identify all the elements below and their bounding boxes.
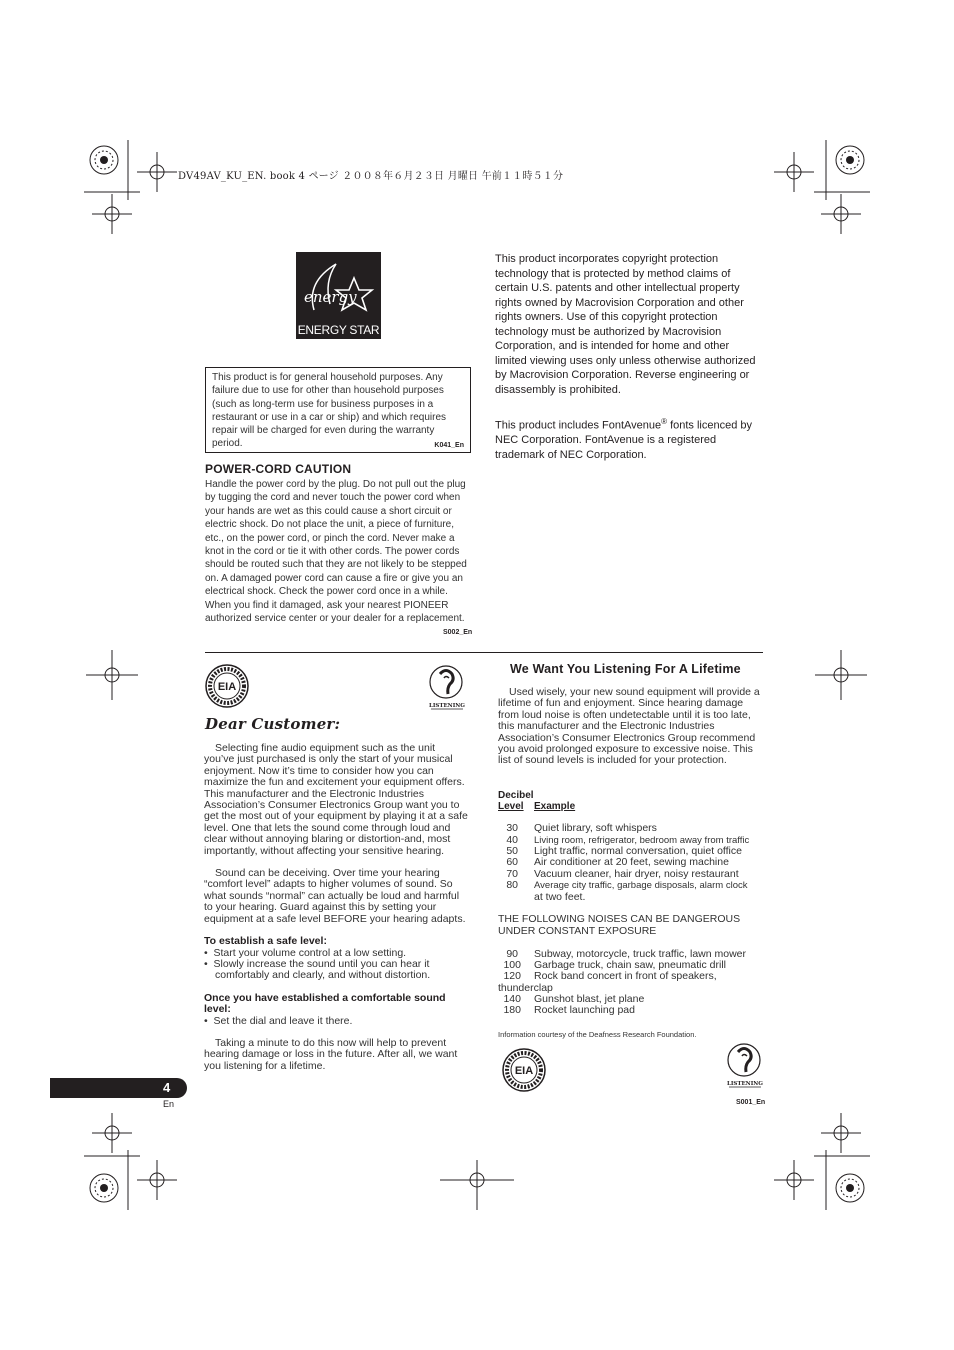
eia-seal-icon [205,664,249,708]
danger-row: 140 Gunshot blast, jet plane [503,993,645,1005]
power-cord-text: Handle the power cord by the plug. Do not pull out the plug by tugging the cord and never touch the power cord when your hands are wet as this could cause a short circuit or electric shock. Do not place the unit, a piece of furniture, etc., on the power cord, or pinch the cord. Never make a knot in the cord or tie it with other cords. The power cords should be routed such that they are not likely to be stepped on. A damaged power cord can cause a fire or give you an electrical shock. Check the power cord once in a while. When you find it damaged, ask your nearest PIONEER authorized service center or your dealer for a replacement. [205,479,467,625]
power-cord-title: POWER-CORD CAUTION [205,462,352,476]
svg-text:EIA: EIA [514,1065,534,1077]
danger-row: 180 Rocket launching pad [503,1004,635,1016]
fontavenue-notice [495,415,763,462]
notice-text: This product is for general household purposes. Any failure due to use for other than household purposes (such as long-term use for business purposes in a restaurant or use in a car or ship) and which requires repair will be charged for even during the warranty period. [212,372,447,450]
danger-heading-line1: THE FOLLOWING NOISES CAN BE DANGEROUS [498,913,741,925]
safe-level-item: • Start your volume control at a low setting. [204,946,407,959]
ear-icon [726,1042,764,1092]
decibel-row: 40 Living room, refrigerator, bedroom away from traffic [506,834,750,846]
dear-customer-p2: Sound can be deceiving. Over time your hearing “comfort level” adapts to higher volumes of sound. So what sounds “normal” can actually be loud and harmful to your hearing. Guard against this by setting your equipment at a safe level BEFORE your hearing adapts. [204,867,466,925]
dear-customer-p3: Taking a minute to do this now will help to prevent hearing damage or loss in the future. After all, we want you listening for a lifetime. [204,1036,458,1072]
safe-level-item: • Slowly increase the sound until you can hear it comfortably and clearly, and without distortion. [204,957,431,982]
decibel-row: 60 Air conditioner at 20 feet, sewing machine [506,856,729,868]
listening-lifetime-logo [428,664,466,714]
notice-code: K041_En [434,442,464,449]
decibel-column-header: Decibel [498,790,534,801]
listening-code: S001_En [736,1099,766,1106]
danger-row: 90 Subway, motorcycle, truck traffic, lawn mower [506,948,747,960]
page-number: 4 [163,1080,171,1095]
decibel-row: 70 Vacuum cleaner, hair dryer, noisy restaurant [506,868,739,880]
energy-star-logo [296,252,381,339]
listening-lifetime-logo-bottom [726,1042,764,1092]
svg-text:LISTENING: LISTENING [428,703,466,709]
decibel-row: at two feet. [534,891,586,903]
courtesy-note: Information courtesy of the Deafness Research Foundation. [498,1030,697,1039]
power-cord-code: S002_En [443,629,473,636]
dear-customer-salutation: Dear Customer: [205,715,341,733]
listening-intro: Used wisely, your new sound equipment will provide a lifetime of fun and enjoyment. Since hearing damage from loud noise is often undetectable until it is too late, this manufacturer and the Electronic Industries Association’s Consumer Electronics Group recommend you avoid prolonged exposure to excessive noise. This list of sound levels is included for your protection. [498,686,760,767]
eia-seal-logo-bottom [502,1048,546,1092]
level-column-header: Level [498,801,524,812]
household-use-notice [205,367,471,453]
decibel-row: 50 Light traffic, normal conversation, quiet office [506,845,742,857]
fontavenue-post: fonts licenced by NEC Corporation. FontAvenue is a registered trademark of NEC Corporation. [495,419,753,461]
section-divider [205,652,763,653]
energy-star-label: ENERGY STAR [297,323,380,337]
page-language: En [163,1099,175,1109]
danger-row: 120 Rock band concert in front of speakers, [503,970,717,982]
example-column-header: Example [534,801,576,812]
svg-text:EIA: EIA [217,681,237,693]
listening-title: We Want You Listening For A Lifetime [510,662,741,676]
danger-row: 100 Garbage truck, chain saw, pneumatic drill [503,959,727,971]
svg-text:energy: energy [304,288,357,306]
energy-star-icon [296,252,381,322]
macrovision-text: This product incorporates copyright protection technology that is protected by method claims of certain U.S. patents and other intellectual property rights owned by Macrovision Corporation and other rights owners. Use of this copyright protection technology must be authorized by Macrovision Corporation, and is intended for home and other limited viewing uses only unless otherwise authorized by Macrovision Corporation. Reverse engineering or disassembly is prohibited. [495,253,756,396]
comfortable-level-title: Once you have established a comfortable sound level: [204,991,446,1016]
decibel-row: 80 Average city traffic, garbage disposals, alarm clock [506,879,748,891]
registered-mark: ® [661,417,668,426]
svg-text:LISTENING: LISTENING [726,1081,764,1087]
comfortable-level-item: • Set the dial and leave it there. [204,1014,353,1027]
dear-customer-p1: Selecting fine audio equipment such as the unit you’ve just purchased is only the start of your musical enjoyment. Now it’s time to consider how you can maximize the fun and excitement your equipment offers. This manufacturer and the Electronic Industries Association’s Consumer Electronics Group want you to get the most out of your equipment by playing it at a safe level. One that lets the sound come through loud and clear without annoying blaring or distortion-and, most importantly, without affecting your sensitive hearing. [204,742,468,857]
eia-seal-logo [205,664,249,708]
danger-row-continuation: thunderclap [498,982,553,994]
listening-intro-block [498,687,760,767]
dear-customer-body [204,743,468,1072]
power-cord-section [205,478,471,625]
danger-heading-line2: UNDER CONSTANT EXPOSURE [498,925,657,937]
ear-icon [428,664,466,714]
safe-level-title: To establish a safe level: [204,935,327,948]
fontavenue-pre: This product includes FontAvenue [495,419,662,432]
print-file-header: DV49AV_KU_EN. book 4 ページ ２００８年６月２３日 月曜日 午前１１時５１分 [178,171,564,182]
eia-seal-icon [502,1048,546,1092]
macrovision-notice [495,252,763,397]
decibel-row: 30 Quiet library, soft whispers [506,822,657,834]
